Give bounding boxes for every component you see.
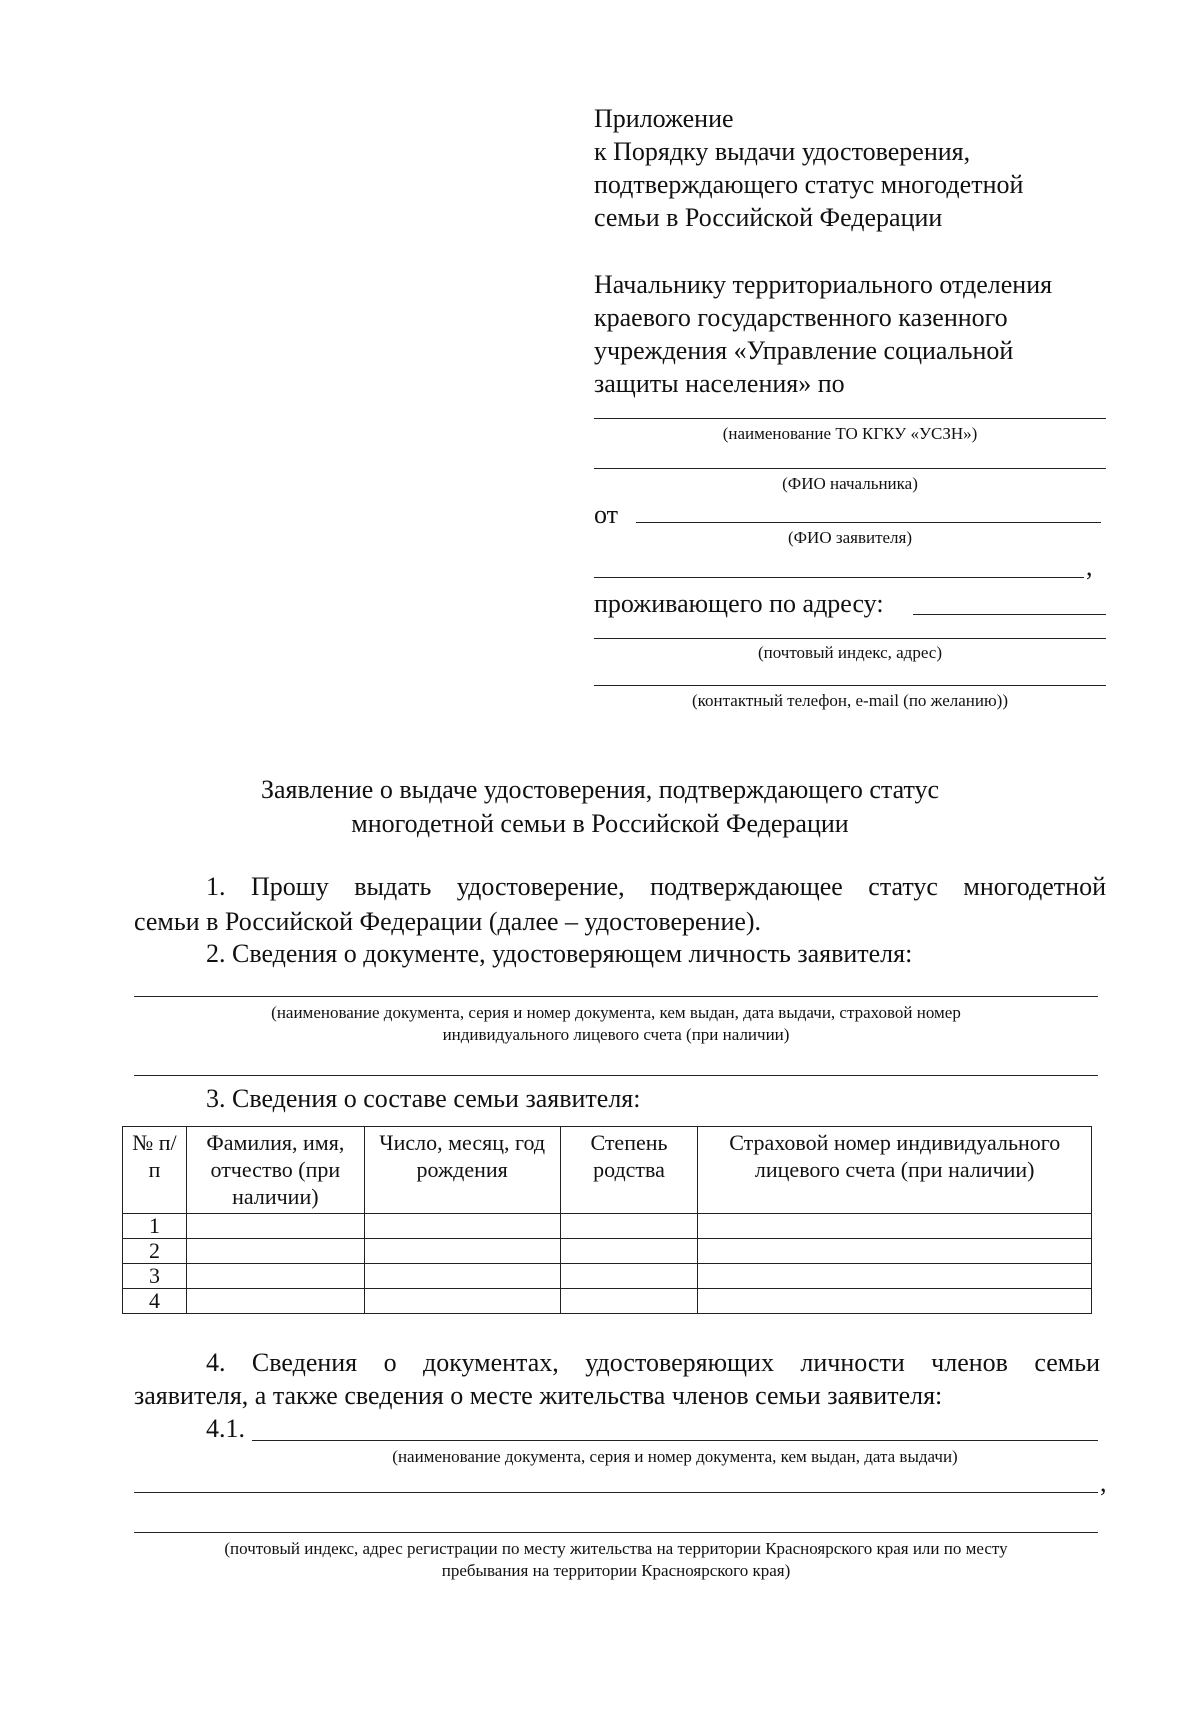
- header-name: Фамилия, имя, отчество (при наличии): [186, 1127, 364, 1214]
- appendix-line-3: подтверждающего статус многодетной: [594, 170, 1024, 199]
- cell-relation[interactable]: [560, 1264, 698, 1289]
- row-number: 1: [123, 1214, 187, 1239]
- statement-title-line-1: Заявление о выдаче удостоверения, подтверждающего статус: [260, 775, 940, 804]
- header-birth: Число, месяц, год рождения: [364, 1127, 560, 1214]
- member-doc-line-2[interactable]: [134, 1492, 1098, 1493]
- addressee-line-1: Начальнику территориального отделения: [594, 270, 1053, 299]
- applicant-name-line[interactable]: [636, 522, 1101, 523]
- address-label: проживающего по адресу:: [594, 589, 884, 618]
- head-name-line[interactable]: [594, 468, 1106, 469]
- cell-snils[interactable]: [698, 1239, 1092, 1264]
- paragraph-1-line-1: 1. Прошу выдать удостоверение, подтверждающее статус многодетной: [206, 872, 1106, 901]
- cell-birth[interactable]: [364, 1264, 560, 1289]
- applicant-doc-line[interactable]: [134, 996, 1098, 997]
- cell-name[interactable]: [186, 1264, 364, 1289]
- header-relation: Степень родства: [560, 1127, 698, 1214]
- cell-birth[interactable]: [364, 1239, 560, 1264]
- comma-mark-2: ,: [1100, 1468, 1107, 1497]
- row-number: 4: [123, 1289, 187, 1314]
- contact-caption: (контактный телефон, e-mail (по желанию)): [692, 691, 1008, 710]
- member-address-caption-2: пребывания на территории Красноярского края): [441, 1561, 791, 1580]
- applicant-doc-line-2[interactable]: [134, 1075, 1098, 1076]
- comma-mark: ,: [1086, 552, 1093, 581]
- address-line-inline[interactable]: [913, 614, 1106, 615]
- contact-line[interactable]: [594, 685, 1106, 686]
- member-doc-caption: (наименование документа, серия и номер документа, кем выдан, дата выдачи): [392, 1447, 958, 1466]
- addressee-line-2: краевого государственного казенного: [594, 303, 1008, 332]
- appendix-block: [594, 102, 1023, 234]
- appendix-line-2: к Порядку выдачи удостоверения,: [594, 137, 971, 166]
- cell-snils[interactable]: [698, 1264, 1092, 1289]
- paragraph-3: 3. Сведения о составе семьи заявителя:: [206, 1084, 641, 1113]
- table-row: [123, 1289, 1092, 1314]
- cell-snils[interactable]: [698, 1214, 1092, 1239]
- statement-title-line-2: многодетной семьи в Российской Федерации: [351, 809, 849, 838]
- paragraph-1-line-2: семьи в Российской Федерации (далее – удостоверение).: [134, 907, 762, 936]
- header-snils: Страховой номер индивидуального лицевого счета (при наличии): [698, 1127, 1092, 1214]
- org-name-caption: (наименование ТО КГКУ «УСЗН»): [722, 424, 978, 443]
- applicant-doc-caption-1: (наименование документа, серия и номер документа, кем выдан, дата выдачи, страховой номер: [271, 1003, 961, 1022]
- member-address-caption-1: (почтовый индекс, адрес регистрации по месту жительства на территории Красноярского края или по месту: [224, 1539, 1008, 1558]
- address-caption: (почтовый индекс, адрес): [757, 643, 942, 662]
- member-address-line[interactable]: [134, 1532, 1098, 1533]
- cell-name[interactable]: [186, 1214, 364, 1239]
- addressee-line-4: защиты населения» по: [594, 369, 845, 398]
- address-line[interactable]: [594, 638, 1106, 639]
- cell-birth[interactable]: [364, 1214, 560, 1239]
- paragraph-2: 2. Сведения о документе, удостоверяющем личность заявителя:: [206, 939, 913, 968]
- family-table: [122, 1126, 1092, 1314]
- cell-relation[interactable]: [560, 1289, 698, 1314]
- table-row: [123, 1264, 1092, 1289]
- member-doc-line[interactable]: [252, 1440, 1098, 1441]
- appendix-line-4: семьи в Российской Федерации: [594, 203, 943, 232]
- applicant-doc-caption-2: индивидуального лицевого счета (при наличии): [442, 1025, 790, 1044]
- cell-name[interactable]: [186, 1239, 364, 1264]
- cell-birth[interactable]: [364, 1289, 560, 1314]
- row-number: 2: [123, 1239, 187, 1264]
- table-row: [123, 1214, 1092, 1239]
- paragraph-4-line-1: 4. Сведения о документах, удостоверяющих личности членов семьи: [206, 1348, 1100, 1377]
- row-number: 3: [123, 1264, 187, 1289]
- from-label: от: [594, 500, 619, 529]
- head-name-caption: (ФИО начальника): [782, 474, 918, 493]
- addressee-block: [594, 268, 1052, 400]
- cell-snils[interactable]: [698, 1289, 1092, 1314]
- appendix-line-1: Приложение: [594, 104, 734, 133]
- cell-relation[interactable]: [560, 1214, 698, 1239]
- applicant-name-caption: (ФИО заявителя): [787, 528, 913, 547]
- table-row: [123, 1239, 1092, 1264]
- org-name-line[interactable]: [594, 418, 1106, 419]
- paragraph-4-1-label: 4.1.: [206, 1414, 245, 1443]
- addressee-line-3: учреждения «Управление социальной: [594, 336, 1014, 365]
- header-num: № п/п: [123, 1127, 187, 1214]
- paragraph-4-line-2: заявителя, а также сведения о месте жительства членов семьи заявителя:: [134, 1381, 943, 1410]
- cell-name[interactable]: [186, 1289, 364, 1314]
- cell-relation[interactable]: [560, 1239, 698, 1264]
- applicant-name-line-2[interactable]: [594, 577, 1084, 578]
- table-header-row: [123, 1127, 1092, 1214]
